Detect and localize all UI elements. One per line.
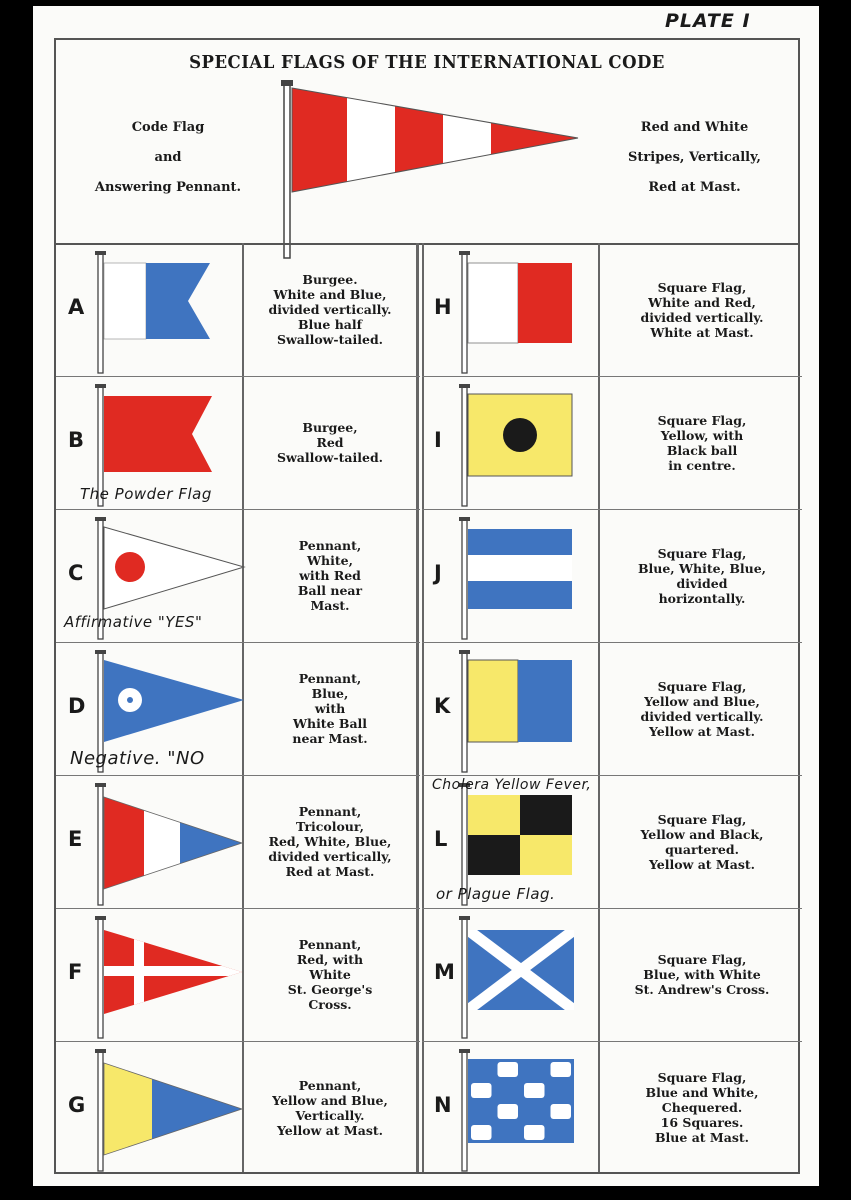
description-line: quartered. — [665, 841, 739, 857]
description-line: Blue, White, Blue, — [637, 560, 767, 576]
description-line: Blue, with White — [643, 967, 761, 982]
flag-description — [604, 908, 800, 1041]
flag-m — [458, 916, 588, 1044]
caption-line: and — [154, 150, 182, 165]
flag-letter-b: B — [68, 428, 85, 452]
description-line: White, — [307, 553, 353, 568]
description-line: Pennant, — [298, 671, 362, 686]
description-line: Blue, — [311, 686, 349, 701]
description-line: divided — [676, 575, 728, 591]
flag-note: Affirmative "YES" — [64, 613, 203, 631]
flag-n — [458, 1049, 588, 1177]
description-line: Yellow at Mast. — [648, 723, 756, 739]
column-divider — [422, 243, 424, 1172]
description-line: White and Red, — [648, 294, 756, 310]
flag-a — [92, 251, 252, 379]
description-line: Mast. — [310, 598, 350, 613]
flag-letter-a: A — [68, 295, 85, 319]
flag-description — [248, 509, 412, 642]
description-line: with Red — [299, 568, 361, 583]
description-line: Pennant, — [298, 937, 362, 952]
caption-line: Answering Pennant. — [94, 180, 242, 195]
plate-label: PLATE I — [665, 10, 751, 32]
description-line: Black ball — [666, 442, 738, 458]
description-line: Blue and White, — [645, 1085, 759, 1100]
flag-e — [92, 783, 252, 911]
description-line: White at Mast. — [650, 324, 754, 340]
flag-i — [458, 384, 588, 512]
description-line: in centre. — [668, 457, 736, 473]
description-line: Pennant, — [298, 1077, 362, 1093]
flag-description — [248, 243, 412, 376]
flag-letter-c: C — [68, 561, 84, 585]
description-line: Yellow, with — [660, 427, 744, 443]
description-line: Square Flag, — [657, 678, 747, 694]
description-line: St. George's — [287, 982, 373, 997]
description-line: Vertically. — [295, 1107, 365, 1123]
chart-title: SPECIAL FLAGS OF THE INTERNATIONAL CODE — [189, 52, 665, 73]
flag-description — [604, 376, 800, 509]
flag-g — [92, 1049, 252, 1177]
flag-letter-h: H — [434, 295, 452, 319]
description-line: White Ball — [292, 716, 368, 731]
description-line: Burgee, — [302, 420, 358, 435]
description-line: Blue at Mast. — [654, 1130, 750, 1145]
description-line: Yellow and Black, — [640, 826, 764, 842]
description-line: Square Flag, — [657, 412, 747, 428]
flag-f — [92, 916, 252, 1044]
flag-description — [604, 243, 800, 376]
flag-letter-k: K — [434, 694, 451, 718]
description-line: with — [314, 701, 346, 716]
flag-description — [248, 908, 412, 1041]
flag-chart-frame — [54, 38, 800, 1174]
description-line: St. Andrew's Cross. — [634, 982, 770, 997]
flag-letter-j: J — [434, 561, 442, 585]
flag-letter-n: N — [434, 1093, 452, 1117]
description-line: Yellow and Blue, — [272, 1092, 388, 1108]
flag-note: The Powder Flag — [80, 485, 212, 503]
description-line: Pennant, — [298, 538, 362, 553]
flag-description — [248, 642, 412, 775]
description-line: 16 Squares. — [660, 1115, 744, 1130]
flag-letter-m: M — [434, 960, 455, 984]
description-line: divided vertically. — [640, 708, 764, 724]
caption-line: Red and White — [640, 120, 749, 135]
caption-line: Stripes, Vertically, — [628, 150, 761, 165]
answering-pennant-flag — [278, 80, 588, 260]
column-divider — [416, 243, 419, 1172]
description-line: Yellow at Mast. — [276, 1122, 384, 1138]
description-line: horizontally. — [658, 590, 746, 606]
description-line: Burgee. — [302, 272, 358, 287]
l-flag-note-bottom: or Plague Flag. — [436, 885, 556, 903]
description-line: Blue half — [297, 317, 363, 332]
description-line: divided vertically, — [268, 849, 392, 864]
code-flag-caption — [88, 113, 248, 203]
description-line: Cross. — [308, 997, 352, 1012]
description-line: divided vertically. — [268, 302, 392, 317]
flag-k — [458, 650, 588, 778]
caption-line: Red at Mast. — [648, 180, 741, 195]
flag-letter-g: G — [68, 1093, 86, 1117]
description-line: Red, with — [296, 952, 364, 967]
description-line: White — [309, 967, 351, 982]
description-line: divided vertically. — [640, 309, 764, 325]
description-line: Yellow and Blue, — [644, 693, 760, 709]
description-line: Square Flag, — [657, 279, 747, 295]
description-line: Red, White, Blue, — [268, 834, 392, 849]
l-flag-note-top: Cholera Yellow Fever, — [432, 777, 592, 793]
flag-description — [604, 775, 800, 908]
column-divider — [598, 243, 600, 1172]
flag-letter-f: F — [68, 960, 83, 984]
flag-h — [458, 251, 588, 379]
flag-letter-e: E — [68, 827, 83, 851]
flag-description — [604, 509, 800, 642]
description-line: Square Flag, — [657, 545, 747, 561]
flag-description — [248, 775, 412, 908]
description-line: Red at Mast. — [285, 864, 375, 879]
flag-letter-l: L — [434, 827, 448, 851]
flag-description — [604, 1041, 800, 1174]
flag-description — [604, 642, 800, 775]
description-line: Swallow-tailed. — [276, 450, 384, 465]
plate-page — [33, 6, 819, 1186]
description-line: Pennant, — [298, 804, 362, 819]
description-line: Tricolour, — [296, 819, 364, 834]
flag-letter-d: D — [68, 694, 86, 718]
caption-line: Code Flag — [131, 120, 205, 135]
description-line: Red — [316, 435, 344, 450]
description-line: Swallow-tailed. — [276, 332, 384, 347]
description-line: Square Flag, — [657, 952, 747, 967]
flag-letter-i: I — [434, 428, 442, 452]
description-line: Chequered. — [661, 1100, 743, 1115]
flag-description — [248, 1041, 412, 1174]
flag-description — [248, 376, 412, 509]
pennant-caption — [612, 113, 777, 203]
description-line: Ball near — [297, 583, 363, 598]
description-line: White and Blue, — [273, 287, 387, 302]
description-line: Square Flag, — [657, 1070, 747, 1085]
description-line: near Mast. — [292, 731, 368, 746]
description-line: Square Flag, — [657, 811, 747, 827]
flag-note: Negative. "NO — [70, 748, 205, 769]
flag-j — [458, 517, 588, 645]
description-line: Yellow at Mast. — [648, 856, 756, 872]
